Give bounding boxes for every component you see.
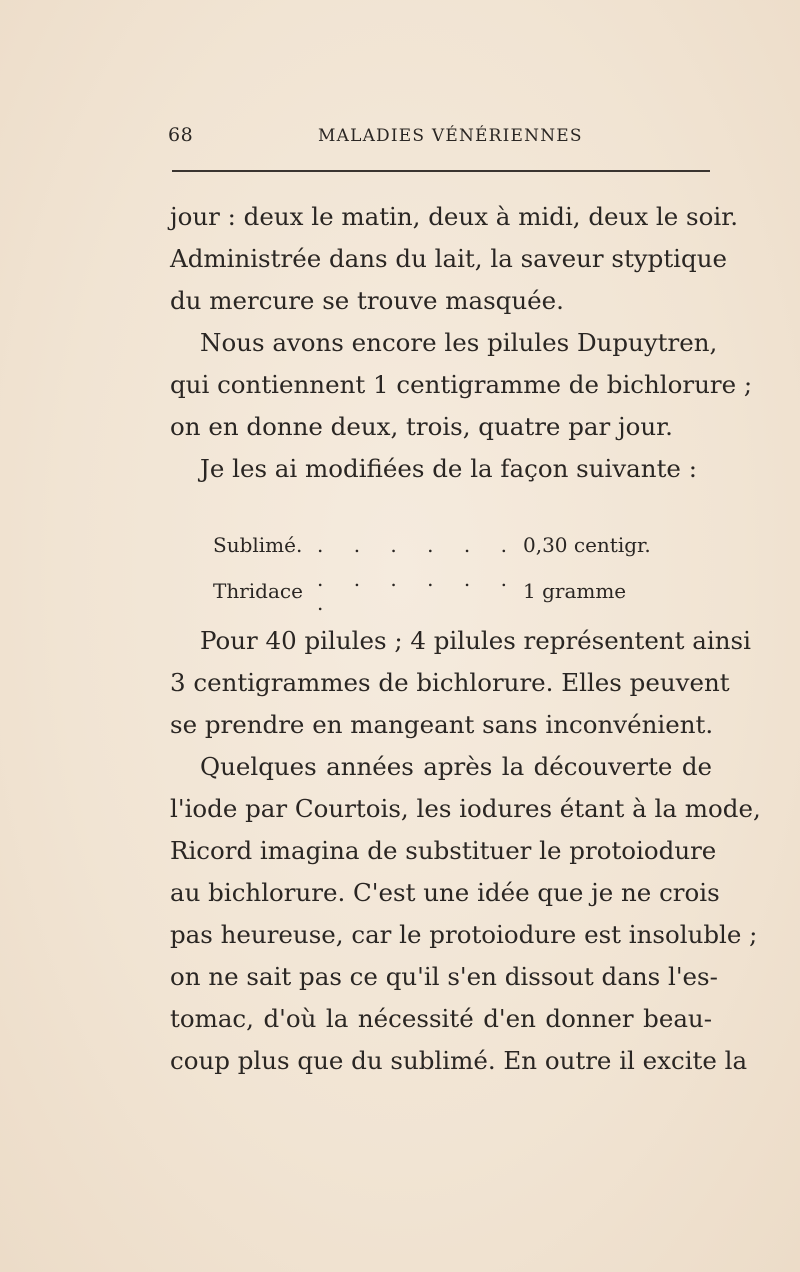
text-line: Administrée dans du lait, la saveur styptique	[170, 244, 727, 273]
text-line: au bichlorure. C'est une idée que je ne crois	[170, 878, 720, 907]
recipe-leader-dots: . . . . . .	[317, 533, 519, 557]
text-line: on en donne deux, trois, quatre par jour.	[170, 412, 673, 441]
text-line: Nous avons encore les pilules Dupuytren,	[200, 328, 718, 357]
text-line: 3 centigrammes de bichlorure. Elles peuvent	[170, 668, 730, 697]
body-text-top	[170, 196, 753, 490]
text-line: coup plus que du sublimé. En outre il excite la	[170, 1046, 748, 1075]
text-line: Pour 40 pilules ; 4 pilules représentent ainsi	[200, 626, 751, 655]
recipe-leader-dots: . . . . . . .	[317, 567, 519, 615]
header-rule	[172, 170, 710, 172]
page-header	[168, 120, 710, 156]
running-title: MALADIES VÉNÉRIENNES	[318, 126, 583, 146]
recipe-amount: 1 gramme	[523, 579, 627, 603]
text-line: du mercure se trouve masquée.	[170, 286, 564, 315]
page-number: 68	[168, 124, 194, 146]
text-line: on ne sait pas ce qu'il s'en dissout dans l'es-	[170, 962, 718, 991]
recipe-row	[213, 522, 673, 568]
text-line: tomac, d'où la nécessité d'en donner beau-	[170, 1004, 712, 1033]
text-line: Je les ai modifiées de la façon suivante :	[200, 454, 697, 483]
text-line: Quelques années après la découverte de	[200, 752, 712, 781]
text-line: jour : deux le matin, deux à midi, deux le soir.	[170, 202, 739, 231]
text-line: qui contiennent 1 centigramme de bichlorure ;	[170, 370, 753, 399]
recipe-formula	[213, 522, 673, 614]
recipe-amount: 0,30 centigr.	[523, 533, 651, 557]
body-text-bottom	[170, 620, 761, 1082]
recipe-ingredient: Thridace	[213, 579, 303, 603]
text-line: se prendre en mangeant sans inconvénient.	[170, 710, 714, 739]
recipe-row	[213, 568, 673, 614]
recipe-ingredient: Sublimé.	[213, 533, 303, 557]
text-line: pas heureuse, car le protoiodure est insoluble ;	[170, 920, 758, 949]
text-line: l'iode par Courtois, les iodures étant à la mode,	[170, 794, 761, 823]
text-line: Ricord imagina de substituer le protoiodure	[170, 836, 717, 865]
